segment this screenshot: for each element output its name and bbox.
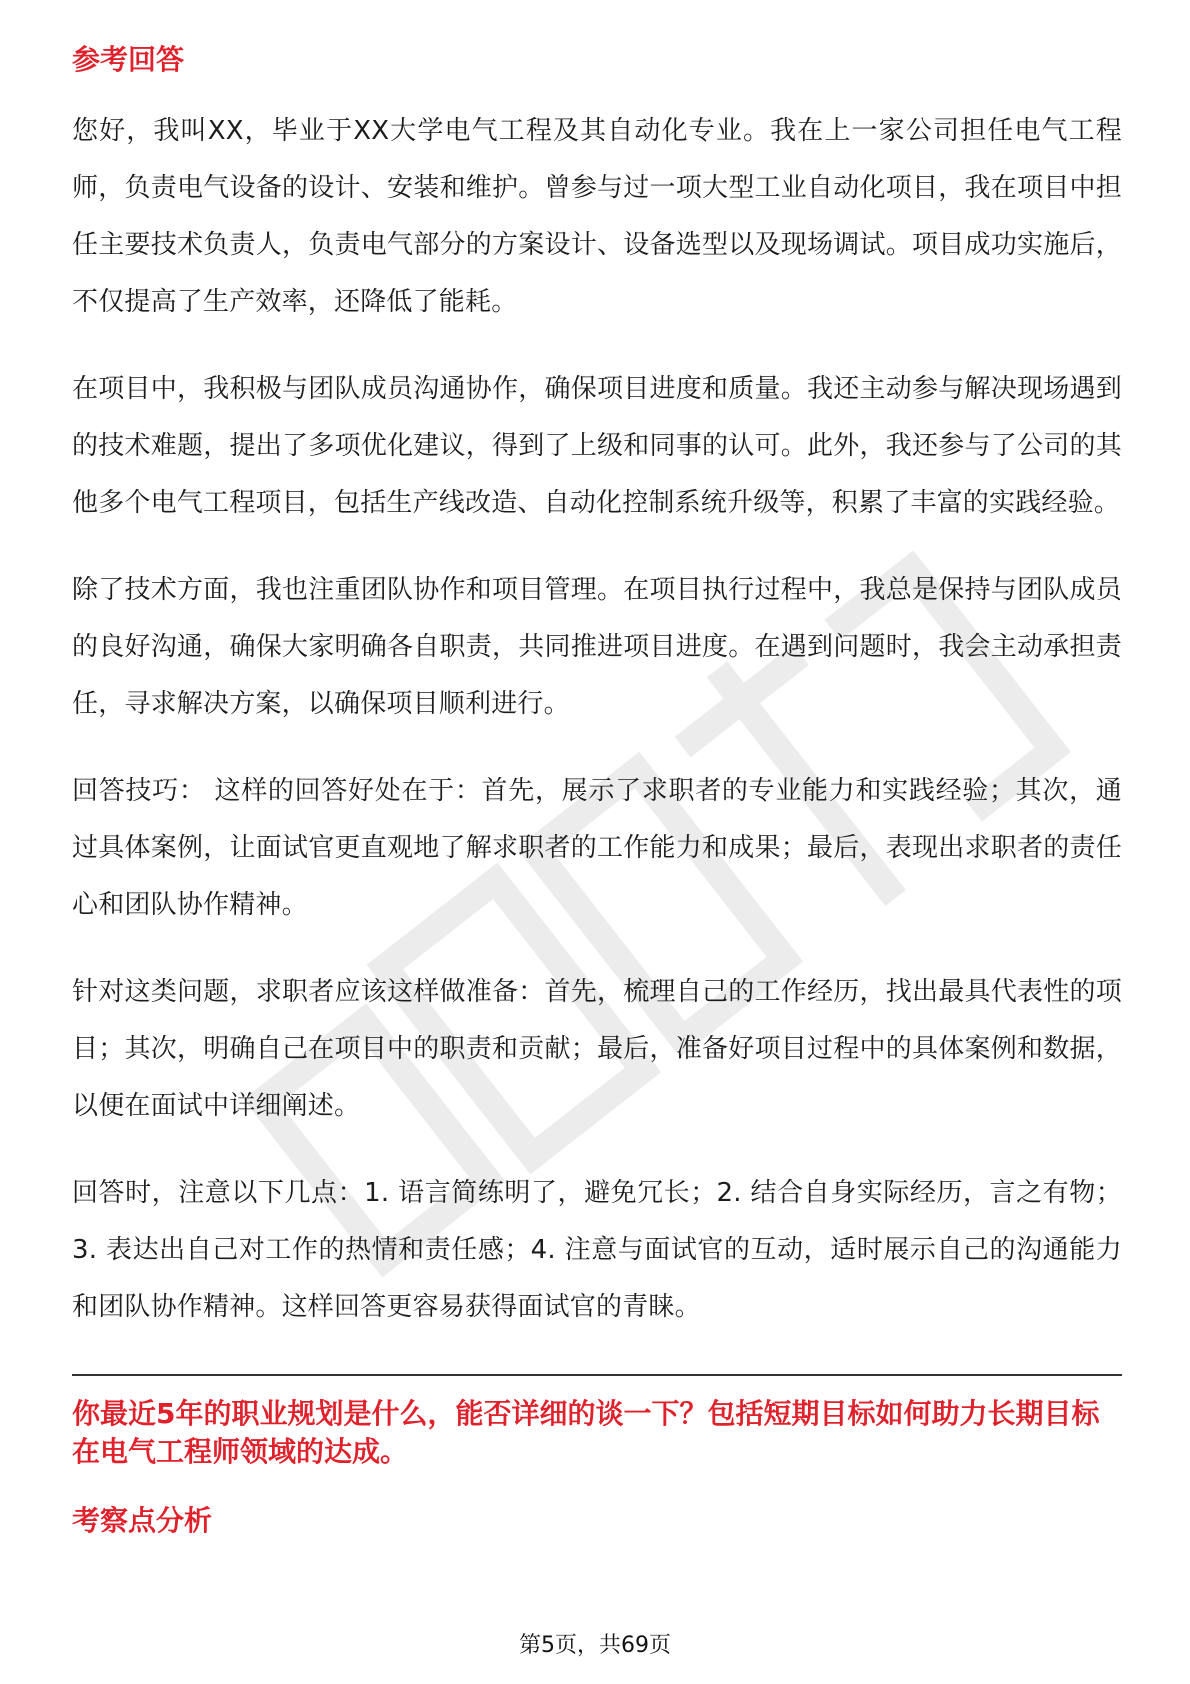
- answer-paragraph-1: 您好，我叫XX，毕业于XX大学电气工程及其自动化专业。我在上一家公司担任电气工程师，负责电气设备的设计、安装和维护。曾参与过一项大型工业自动化项目，我在项目中担任主要技术负责人，负责电气部分的方案设计、设备选型以及现场调试。项目成功实施后，不仅提高了生产效率，还降低了能耗。: [72, 116, 1122, 317]
- main-content: [72, 40, 1122, 1541]
- next-question-title: 你最近5年的职业规划是什么，能否详细的谈一下？包括短期目标如何助力长期目标在电气工程师领域的达成。: [72, 1397, 1100, 1468]
- preparation-paragraph: 针对这类问题，求职者应该这样做准备：首先，梳理自己的工作经历，找出最具代表性的项目；其次，明确自己在项目中的职责和贡献；最后，准备好项目过程中的具体案例和数据，以便在面试中详细阐述。: [72, 977, 1122, 1121]
- answer-tips-paragraph: 回答技巧： 这样的回答好处在于：首先，展示了求职者的专业能力和实践经验；其次，通过具体案例，让面试官更直观地了解求职者的工作能力和成果；最后，表现出求职者的责任心和团队协作精神。: [72, 776, 1123, 920]
- analysis-heading: 考察点分析: [72, 1504, 213, 1537]
- section-divider: [72, 1374, 1122, 1376]
- page-number-footer: 第5页，共69页: [519, 1633, 671, 1658]
- answer-paragraph-2: 在项目中，我积极与团队成员沟通协作，确保项目进度和质量。我还主动参与解决现场遇到的技术难题，提出了多项优化建议，得到了上级和同事的认可。此外，我还参与了公司的其他多个电气工程项目，包括生产线改造、自动化控制系统升级等，积累了丰富的实践经验。: [72, 374, 1122, 518]
- answer-heading: 参考回答: [72, 43, 185, 76]
- answer-paragraph-3: 除了技术方面，我也注重团队协作和项目管理。在项目执行过程中，我总是保持与团队成员的良好沟通，确保大家明确各自职责，共同推进项目进度。在遇到问题时，我会主动承担责任，寻求解决方案，以确保项目顺利进行。: [72, 575, 1122, 719]
- notes-paragraph: 回答时，注意以下几点：1. 语言简练明了，避免冗长；2. 结合自身实际经历，言之有物；3. 表达出自己对工作的热情和责任感；4. 注意与面试官的互动，适时展示自己的沟通能力和团队协作精神。这样回答更容易获得面试官的青睐。: [72, 1178, 1122, 1322]
